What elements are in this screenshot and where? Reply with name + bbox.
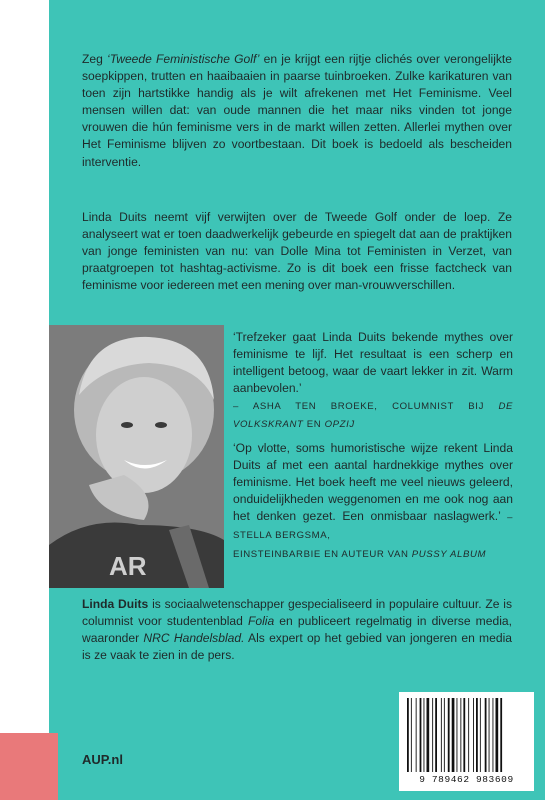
blurb-p1-italic: ‘Tweede Feministische Golf’ — [107, 52, 260, 66]
bio-italic-2: NRC Handelsblad. — [143, 631, 245, 646]
quote-1 — [233, 329, 513, 434]
barcode-bars-icon — [405, 698, 528, 772]
barcode — [399, 692, 534, 791]
author-bio — [82, 596, 512, 664]
quote-2-attr-plain: EINSTEINBARBIE EN AUTEUR VAN — [233, 548, 412, 560]
quote-1-attr-italic-1: DE VOLKSKRANT — [233, 401, 513, 431]
bio-part-2: en publiceert regelmatig in diverse media, waaronder — [82, 614, 512, 646]
quote-2-text: ‘Op vlotte, soms humoristische wijze rekent Linda Duits af met een aantal hardnekkige mythes over feminisme. Het boek heeft me veel nieuws geleerd, onduidelijkheden weggenomen en me ook nog aan het denken gezet. Een onmisbaar naslagwerk.’ — [233, 441, 513, 524]
quote-2-attr-italic: PUSSY ALBUM — [411, 548, 487, 560]
bio-italic-1: Folia — [247, 614, 275, 629]
quote-2-attr-name: – STELLA BERGSMA, — [233, 512, 513, 542]
quote-1-attr-italic-2: OPZIJ — [324, 419, 355, 431]
quote-1-text: ‘Trefzeker gaat Linda Duits bekende mythes over feminisme te lijf. Het resultaat is een scherp en intelligent betoog, waar de vaart lekker in zit. Warm aanbevolen.’ — [233, 330, 513, 396]
bio-part-3: Als expert op het gebied van jongeren en media is ze vaak te zien in de pers. — [82, 631, 512, 663]
quote-2 — [233, 440, 513, 563]
quote-1-attribution — [233, 401, 513, 430]
svg-text:AR: AR — [109, 551, 147, 581]
bio-name: Linda Duits — [82, 597, 149, 611]
blurb-paragraph-2: Linda Duits neemt vijf verwijten over de Tweede Golf onder de loep. Ze analyseert wat er toen daadwerkelijk gebeurde en spiegelt dat aan de praktijken van jonge feministen van nu: van Dolle Mina tot Feministen in Verzet, van praatgroepen tot hashtag-activisme. Zo is dit boek een frisse factcheck van feminisme voor iedereen met een mening over man-vrouwverschillen. — [82, 210, 512, 293]
blurb-p1-part2: en je krijgt een rijtje clichés over verongelijkte soepkippen, trutten en haaibaaien in paarse tuinbroeken. Zulke karikaturen van toen zijn hartstikke handig als je wilt afrekenen met Het Feminisme. Veel mensen willen dat: van oude mannen die het maar niks vinden tot jonge vrouwen die hún feminisme vers in de markt willen zetten. Allerlei mythen over Het Feminisme blijven zo voortbestaan. Dit boek is bedoeld als bescheiden interventie. — [82, 52, 513, 169]
bio-part-1: is sociaalwetenschapper gespecialiseerd in populaire cultuur. Ze is columnist voor studentenblad — [82, 597, 513, 629]
back-cover — [49, 0, 545, 800]
corner-accent — [0, 733, 58, 800]
author-portrait-icon — [49, 325, 224, 588]
quote-1-attr-mid: EN — [303, 419, 325, 431]
author-photo — [49, 325, 224, 588]
quote-1-attr-plain: – ASHA TEN BROEKE, COLUMNIST BIJ — [233, 401, 499, 413]
barcode-digits: 9 789462 983609 — [419, 774, 514, 785]
blurb-paragraph-1 — [82, 51, 512, 171]
publisher-website[interactable]: AUP.nl — [82, 752, 123, 767]
blurb-p1-part1: Zeg — [82, 52, 108, 66]
quote-2-attribution — [233, 549, 486, 560]
